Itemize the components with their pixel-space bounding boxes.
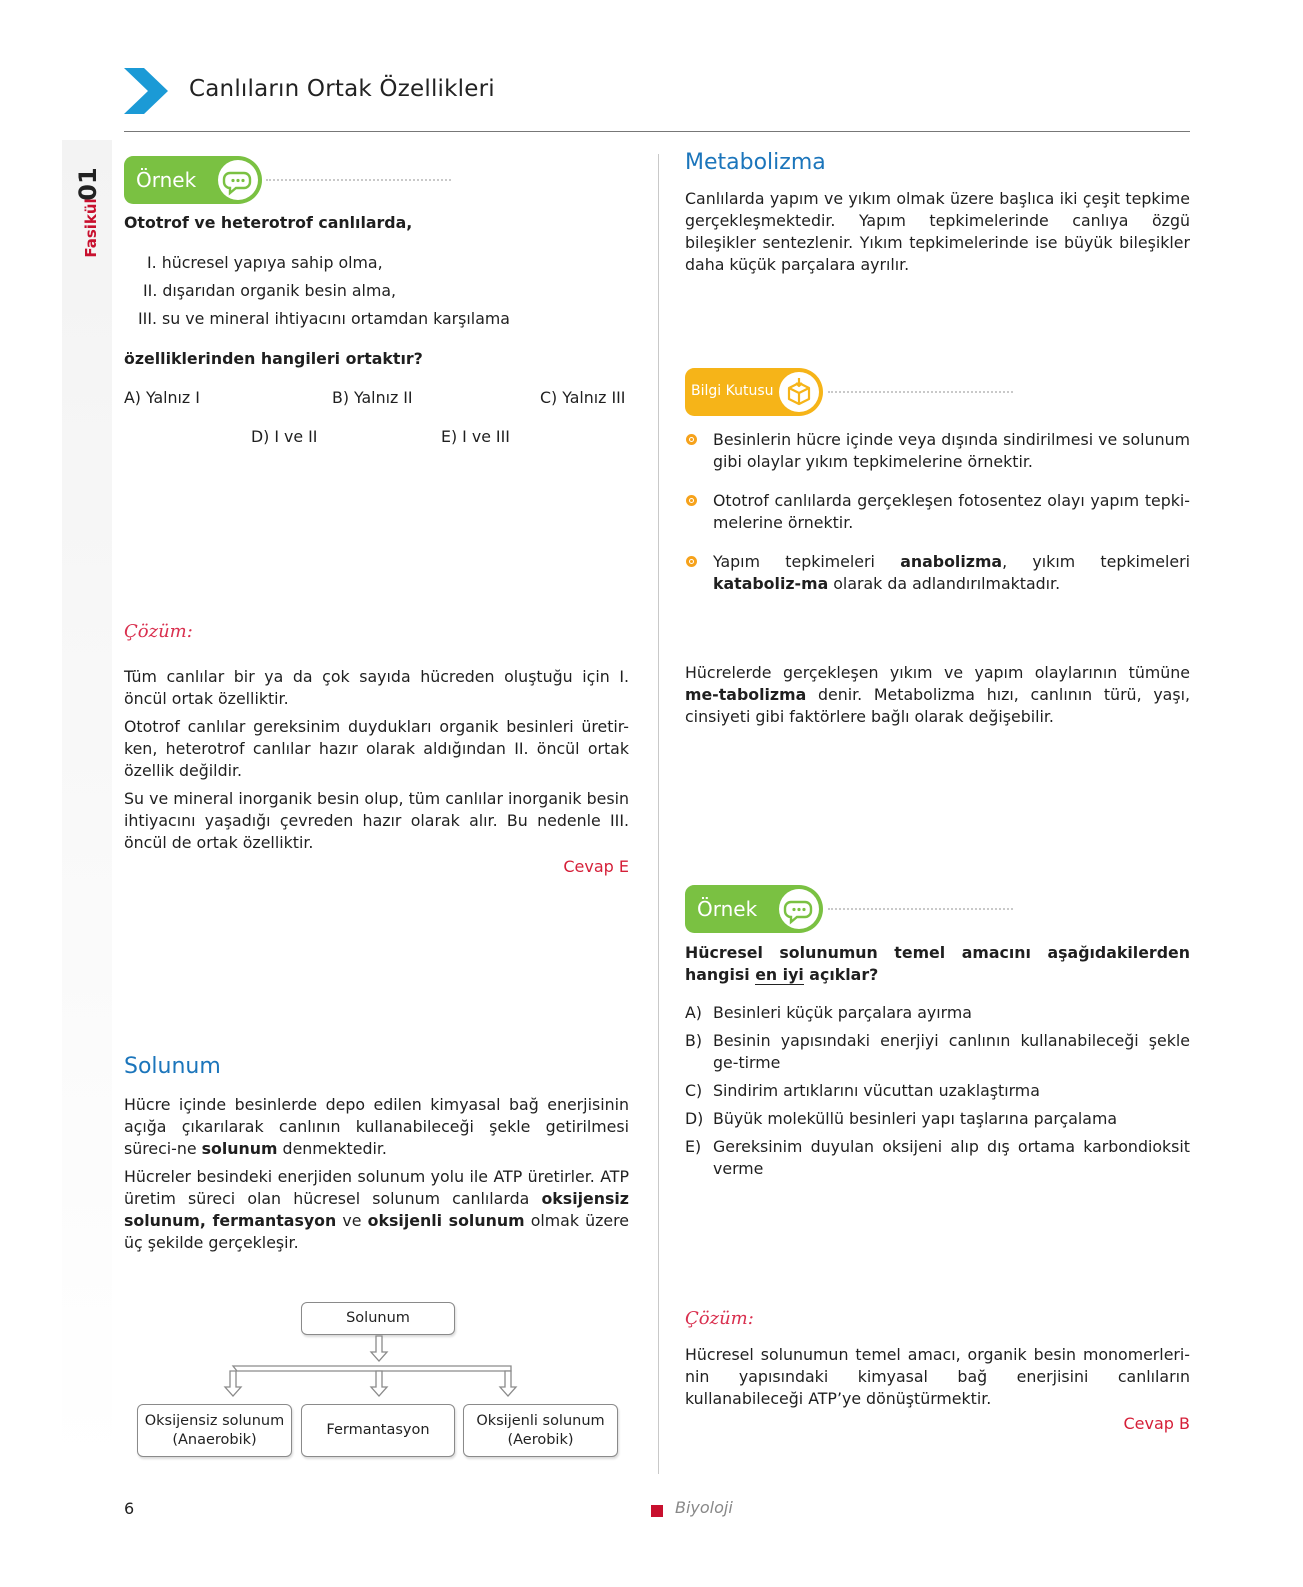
badge-dotted-line [828,391,1013,393]
solution-paragraph: Ototrof canlılar gereksinim duydukları organik besinleri üretir-ken, heterotrof canlılar hazır olarak aldığından II. öncül ortak özellik değildir. [124,717,629,780]
example-badge-2 [685,885,823,933]
option-row: D) Büyük moleküllü besinleri yapı taşlarına parçalama [685,1109,1118,1128]
diagram-box-fermentation: Fermantasyon [301,1404,455,1457]
solution-text [124,666,629,854]
metabolizma-paragraph-2: Hücrelerde gerçekleşen yıkım ve yapım olaylarının tümüne me-tabolizma denir. Metabolizma hızı, canlının türü, yaşı, cinsiyeti gibi faktörlere bağlı olarak değişebilir. [685,663,1190,726]
column-divider [658,154,659,1474]
example-stem: Ototrof ve heterotrof canlılarda, [124,213,413,232]
speech-bubble-icon [218,160,258,200]
solution2-text: Hücresel solunumun temel amacı, organik besin monomerleri-nin yapısındaki kimyasal bağ enerjisini canlıların kullanabileceği ATP’ye dönüştürmektir. [685,1345,1190,1408]
solution-label-2: Çözüm: [685,1308,754,1329]
metabolizma-heading: Metabolizma [685,150,826,175]
section-number: 01 [74,167,102,201]
example-question: özelliklerinden hangileri ortaktır? [124,349,423,368]
option-d: D) I ve II [251,427,318,446]
example-badge [124,156,262,204]
chevron-arrow-icon [124,68,168,114]
info-bullet-1: Besinlerin hücre içinde veya dışında sindirilmesi ve solunum gibi olaylar yıkım tepkimelerine örnektir. [713,430,1190,471]
info-bullet-3: Yapım tepkimeleri anabolizma, yıkım tepkimeleri kataboliz-ma olarak da adlandırılmaktadır. [713,552,1190,593]
option-row: A) Besinleri küçük parçalara ayırma [685,1003,972,1022]
solunum-heading: Solunum [124,1054,221,1079]
info-box-label: Bilgi Kutusu [691,383,774,399]
bullet-icon [686,495,697,506]
diagram-box-aerobic: Oksijenli solunum (Aerobik) [463,1404,618,1457]
box-icon [779,372,819,412]
diagram-box-anaerobic: Oksijensiz solunum (Anaerobik) [137,1404,292,1457]
solution-paragraph: Tüm canlılar bir ya da çok sayıda hücreden oluştuğu için I. öncül ortak özelliktir. [124,667,629,708]
option-a: A) Yalnız I [124,388,200,407]
answer-label: Cevap E [563,857,629,876]
footer-subject: Biyoloji [675,1498,733,1517]
solunum-text [124,1094,629,1254]
side-strip [62,140,112,1470]
page-number: 6 [124,1499,135,1518]
bullet-icon [686,434,697,445]
header-rule [124,131,1190,132]
example2-stem: Hücresel solunumun temel amacını aşağıdakilerden hangisi en iyi açıklar? [685,943,1190,984]
info-box-badge [685,368,823,416]
solution-paragraph: Su ve mineral inorganik besin olup, tüm canlılar inorganik besin ihtiyacını yaşadığı çevreden hazır olarak alır. Bu nedenle III. öncül de ortak özelliktir. [124,789,629,852]
speech-bubble-icon [779,889,819,929]
option-row: E) Gereksinim duyulan oksijeni alıp dış ortama karbondioksit verme [685,1137,1190,1178]
diagram-connectors [130,1334,530,1404]
example-badge-label: Örnek [697,897,758,921]
option-row: B) Besinin yapısındaki enerjiyi canlının kullanabileceği şekle ge-tirme [685,1031,1190,1072]
example2-options [685,1002,1190,1180]
info-bullet-2: Ototrof canlılarda gerçekleşen fotosentez olayı yapım tepki-melerine örnektir. [713,491,1190,532]
fasikul-label [60,150,110,260]
option-e: E) I ve III [441,427,510,446]
metabolizma-paragraph: Canlılarda yapım ve yıkım olmak üzere başlıca iki çeşit tepkime gerçekleşmektedir. Yapım tepkimelerinde canlıya özgü bileşikler sentezlenir. Yıkım tepkimelerinde ise büyük bileşikler daha küçük parçalara ayrılır. [685,189,1190,274]
option-b: B) Yalnız II [332,388,413,407]
badge-dotted-line [266,179,451,181]
diagram-root-box [301,1302,455,1335]
footer-square-icon [651,1505,663,1517]
option-row: C) Sindirim artıklarını vücuttan uzaklaştırma [685,1081,1040,1100]
badge-dotted-line [828,908,1013,910]
solunum-paragraph-1: Hücre içinde besinlerde depo edilen kimyasal bağ enerjisinin açığa çıkarılarak canlının kullanabileceği şekle getirilmesi süreci-ne solunum denmektedir. [124,1095,629,1158]
answer-label-2: Cevap B [1123,1414,1190,1433]
premise-3: III. su ve mineral ihtiyacını ortamdan karşılama [138,309,510,328]
bullet-icon [686,556,697,567]
diagram-root-label: Solunum [346,1310,410,1326]
premise-2: II. dışarıdan organik besin alma, [143,281,397,300]
section-label: Fasikül [82,198,100,258]
premise-1: I. hücresel yapıya sahip olma, [147,253,383,272]
solunum-paragraph-2: Hücreler besindeki enerjiden solunum yolu ile ATP üretirler. ATP üretim süreci olan hücresel solunum canlılarda oksijensiz solunum, fermantasyon ve oksijenli solunum olmak üzere üç şekilde gerçekleşir. [124,1167,630,1252]
example-badge-label: Örnek [136,168,197,192]
chapter-title: Canlıların Ortak Özellikleri [189,76,495,102]
option-c: C) Yalnız III [540,388,626,407]
solution-label: Çözüm: [124,621,193,642]
